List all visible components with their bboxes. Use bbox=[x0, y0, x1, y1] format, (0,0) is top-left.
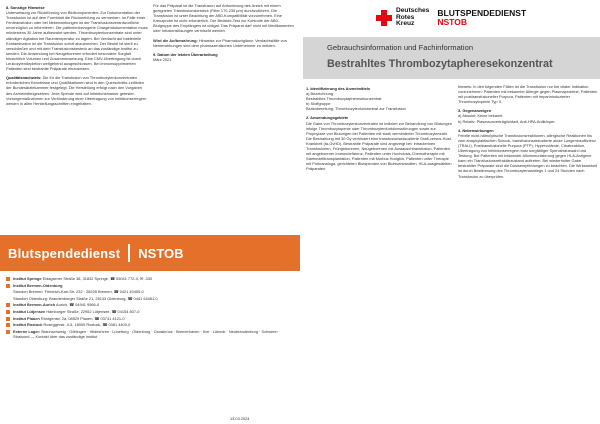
drk-line-1: Deutsches bbox=[396, 6, 430, 14]
section-4-heading: 4. Nebenwirkungen bbox=[458, 127, 494, 133]
section-2-text: Die Gabe von Thrombozytenkonzentraten ist indiziert zur Behandlung von Blutungen infolge Thrombozytopenie oder Thrombozytenfunktionsstörungen sowie zur Prophylaxe von Blutungen bei Patienten mit stark verminderter Thrombozytenzahl. Die Bestrahlung mit 30 Gy verhindert eine transfusionsassoziierte Graft-versus-Host-Krankheit (ta-GvHD). Bestrahlte Präparate sind angezeigt bei: intrauterinen Transfusionen, Frühgeborenen, Neugeborenen mit Austauschtransfusion, Patienten mit angeborener Immundefizienz, Patienten unter Hochdosis-Chemotherapie mit Stammzelltransplantation, Patienten mit Morbus Hodgkin, Patienten unter Therapie mit Purinanaloga, gerichteten Blutspenden von Blutsverwandten, HLA-ausgewählten Präparaten. bbox=[306, 120, 452, 172]
transfusion-text: Für das Präparat ist die Transfusion auf Anforderung des Arztes mit einem geeigneten Transfusionsbesteck (Filter 170-230 µm) durchzuführen. Die Transfusion ist unter Beachtung der AB0-Kompatibilität vorzunehmen. Eine Kreuzprobe ist nicht erforderlich. Der Bedside-Test zur Kontrolle der AB0-Blutgruppe des Empfängers ist obligat. Das Präparat darf nicht mit Medikamenten oder Infusionslösungen vermischt werden. bbox=[153, 3, 294, 34]
banner-separator bbox=[128, 244, 130, 262]
quality-text: Die für die Transfusion von Thrombozytenkonzentraten erforderlichen Kenntnisse und Qualifikationen sind in den Querschnitts-Leitlinien der Bundesärztekammer festgelegt. Die Herstellung erfolgt nach den Vorgaben des Arzneimittelgesetzes. Jede Spende wird auf Infektionsmarker getestet. Vorsorgemaßnahmen zur Verhinderung einer Übertragung von Infektionserregern werden in allen Herstellungsschritten eingehalten. bbox=[6, 75, 147, 106]
institute-address: Eldagsener Straße 38, 31832 Springe, ☎ 05041 772-0, ✉ -330 bbox=[42, 276, 153, 281]
section-1a-text: Bestrahltes Thrombozytapheresekonzentrat bbox=[306, 96, 382, 102]
document-title: Bestrahltes Thrombozytapheresekonzentrat bbox=[327, 58, 553, 70]
section-1b-heading: b) Stoffgruppe bbox=[306, 101, 331, 107]
contraindications-column bbox=[458, 84, 598, 416]
section-1b-text: Blutzubereitung, Thrombozytenkonzentrat zur Transfusion bbox=[306, 106, 406, 112]
institute-name: Institut Lütjensee bbox=[13, 308, 46, 314]
bullet-icon bbox=[6, 330, 10, 334]
section-1a-heading: a) Bezeichnung bbox=[306, 91, 334, 97]
sonstige-hinweise-heading: 8. Sonstige Hinweise bbox=[6, 5, 45, 10]
identification-column bbox=[306, 84, 454, 416]
section-3-text: a) Absolut: Keine bekannt. b) Relativ: Plasmaunverträglichkeit, Anti-HPA-Antikörper. bbox=[458, 113, 556, 124]
section-4-text: Febrile nicht-hämolytische Transfusionsreaktionen, allergische Reaktionen bis zum anaphylaktischen Schock, transfusionsassoziierte akute Lungeninsuffizienz (TRALI), Posttransfusionelle Purpura (PTP), Hypervolämie, Citratreaktion, Übertragung von Infektionserregern trotz sorgfältiger Spenderauswahl und Testung. Bei Patienten mit bekannter Alloimmunisierung gegen HLA-Antigene kann ein Transfusionsrefraktärzustand auftreten. Bei wiederholter Gabe bestrahlter Präparate sind die Dosisempfehlungen zu beachten. Die Wirksamkeit ist durch Bestimmung des Thrombozytenanstiegs 1 und 24 Stunden nach Transfusion zu überprüfen. bbox=[458, 132, 598, 179]
institutes-list bbox=[6, 276, 296, 418]
footer-date: 13.03.2024 bbox=[230, 416, 250, 421]
bsd-logo-text bbox=[437, 9, 526, 27]
section-1-heading: 1. Identifizierung des Arzneimittels bbox=[306, 86, 371, 91]
section-2-heading: 2. Anwendungsgebiete bbox=[306, 115, 349, 121]
institute-item bbox=[6, 302, 296, 307]
institute-address: Röntgenstr. 2a, 08529 Plauen, ☎ 03741 4121-0 bbox=[40, 315, 125, 321]
bullet-icon bbox=[6, 277, 10, 281]
institute-item bbox=[6, 283, 296, 288]
bullet-icon bbox=[6, 323, 10, 327]
institute-item bbox=[6, 276, 296, 281]
institute-address: Hamburger Straße, 22952 Lütjensee, ☎ 04154 807-0 bbox=[46, 308, 140, 314]
sonstige-hinweise-text: Unterweisung zur Rückführung von Blutkomponenten: Zur Dokumentation der Transfusion ist auf dem Formblatt die Rückmeldung zu vermerken. Im Falle einer Fehltransfusion oder bei Nebenwirkungen ist der Transfusionsverantwortliche unverzüglich zu informieren. Die patientenbezogene Chargendokumentation muss mindestens 30 Jahre aufbewahrt werden. Thrombozytenkonzentrate sind unter ständiger Agitation bei Raumtemperatur zu lagern. Bei Verdacht auf bakterielle Kontamination ist die Transfusion sofort abzubrechen. Der Beutel ist steril zu verschließen und mit dem Transfusionsbesteck an das zuständige Institut zu senden. Die Anwendung bei Neugeborenen erfordert besondere Sorgfalt hinsichtlich Volumen und Zusammensetzung. Eine CMV-Übertragung ist durch Leukozytendepletion weitgehend ausgeschlossen. Bei immunsupprimierten Patienten sind bestrahlte Präparate einzusetzen. bbox=[6, 10, 148, 72]
institute-address: Standort Oldenburg: Brandenburger Straße 21, 26133 Oldenburg, ☎ 0441 94481-0 bbox=[13, 295, 158, 301]
document-subtitle: Gebrauchsinformation und Fachinformation bbox=[327, 43, 474, 52]
institute-name: Institut Plauen bbox=[13, 315, 40, 321]
institute-item bbox=[6, 316, 296, 321]
transfusion-column bbox=[153, 3, 297, 151]
revision-date: März 2021 bbox=[153, 56, 172, 62]
institute-address: Aurich, ☎ 04941 9566-0 bbox=[56, 302, 100, 308]
revision-heading: 9. Datum der letzten Überarbeitung bbox=[153, 51, 218, 57]
institute-item bbox=[6, 289, 296, 294]
institute-name: Institut Bremen-Oldenburg bbox=[13, 282, 63, 288]
bsd-nstob: NSTOB bbox=[437, 17, 467, 27]
institute-name: Institut Bremen-Aurich bbox=[13, 302, 56, 308]
red-cross-icon bbox=[376, 10, 392, 26]
institute-address: Roseggerstr. 4-5, 18059 Rostock, ☎ 0381 4400-0 bbox=[43, 322, 131, 328]
institute-item bbox=[6, 309, 296, 314]
institute-item bbox=[6, 296, 296, 301]
logo-area bbox=[376, 6, 600, 30]
quality-heading: Qualitätsnachweis: bbox=[6, 75, 42, 81]
quality-block bbox=[6, 75, 148, 106]
institute-address: Braunschweig · Göttingen · Hildesheim · Lüneburg · Oldenburg · Osnabrück · Bremerhaven · Kiel · Lübeck · Neubrandenburg · Schwerin · Stralsund — Kontakt über das zuständige Institut bbox=[13, 328, 280, 339]
banner-org-name: Blutspendedienst bbox=[8, 245, 121, 261]
institute-item bbox=[6, 329, 296, 339]
drk-line-2: Rotes bbox=[396, 13, 415, 21]
note-text: Hinweise zur Pharmakovigilanz: Verdachtsfälle von Nebenwirkungen sind dem pharmazeutischen Unternehmer zu melden. bbox=[153, 37, 287, 48]
bullet-icon bbox=[6, 284, 10, 288]
sonstige-hinweise-column bbox=[6, 3, 148, 231]
institute-item bbox=[6, 322, 296, 327]
institute-address: Standort Bremen: Friedrich-Karl-Str. 232 · 28205 Bremen, ☎ 0421 40455-0 bbox=[13, 289, 144, 295]
institute-name: Institut Springe bbox=[13, 276, 42, 281]
blutspendedienst-banner bbox=[0, 235, 300, 271]
bsd-name: BLUTSPENDEDIENST bbox=[437, 8, 527, 18]
institute-name: Externe Lager: bbox=[13, 328, 41, 334]
bullet-icon bbox=[6, 310, 10, 314]
drk-line-3: Kreuz bbox=[396, 20, 415, 28]
drk-logo-text bbox=[396, 8, 429, 28]
hinweis-text: hinweis: In den folgenden Fällen ist die Transfusion nur bei vitaler Indikation vorzunehmen: Patienten mit bekannter Allergie gegen Plasmaproteine, Patienten mit posttransfusioneller Purpura, Patienten mit heparininduzierter Thrombozytopenie Typ II. bbox=[458, 84, 598, 105]
banner-abbreviation: NSTOB bbox=[138, 245, 184, 261]
note-block bbox=[153, 38, 297, 48]
institute-name: Institut Rostock bbox=[13, 322, 43, 328]
section-3-heading: 3. Gegenanzeigen bbox=[458, 108, 492, 114]
bullet-icon bbox=[6, 303, 10, 307]
note-heading: Wird die Aufbewahrung: bbox=[153, 37, 198, 43]
title-band bbox=[303, 37, 600, 79]
revision-block bbox=[153, 52, 297, 62]
bullet-icon bbox=[6, 317, 10, 321]
